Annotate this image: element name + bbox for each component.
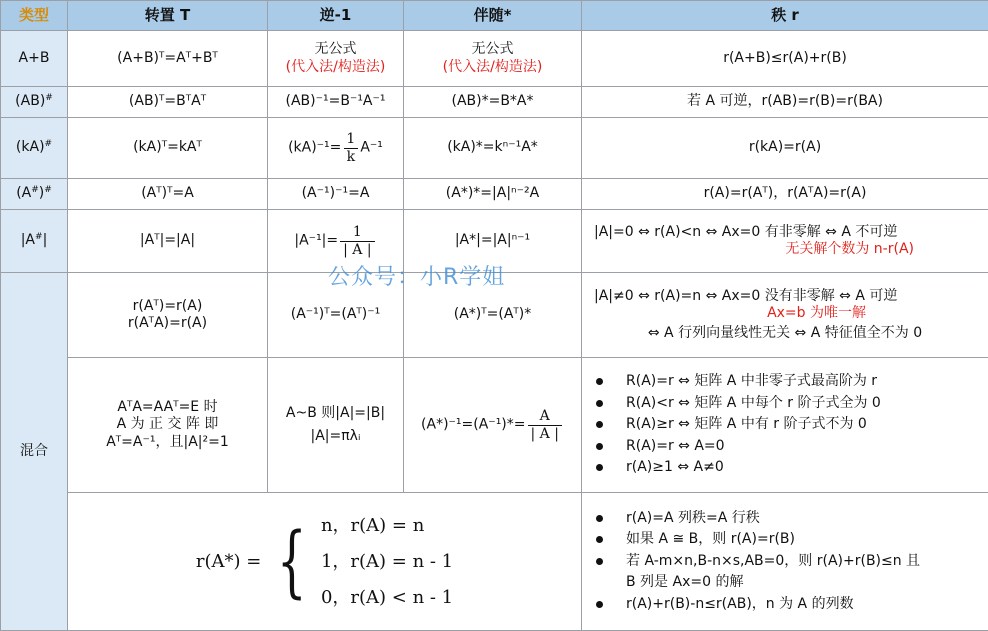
hash-superscript: # (45, 93, 53, 104)
double-adjoint: (A*)*=|A|ⁿ⁻²A (404, 179, 582, 210)
det-rank-line2: 无关解个数为 n-r(A) (785, 241, 914, 257)
mixed2-transpose-line3: Aᵀ=A⁻¹，且|A|²=1 (106, 433, 229, 450)
piecewise-lhs: r(A*) = (195, 550, 262, 572)
det-transpose: |Aᵀ|=|A| (68, 210, 268, 273)
list-item: r(A)≥1 ⇔ A≠0 (586, 457, 984, 479)
mixed2-transpose (68, 358, 268, 493)
det-inverse-denominator: | A | (340, 241, 374, 258)
double-inverse: (A⁻¹)⁻¹=A (268, 179, 404, 210)
scalar-inverse-prefix: (kA)⁻¹= (288, 140, 342, 156)
mixed1-transpose (68, 273, 268, 358)
mixed2-adjoint-numerator: A (539, 408, 550, 425)
mixed3-rank (582, 493, 988, 631)
left-brace-icon: { (277, 516, 308, 607)
det-inverse-fraction (340, 224, 374, 257)
adjoint-rank-piecewise (196, 508, 453, 616)
label-double: (A#)# (1, 179, 68, 210)
mixed2-adjoint-fraction (528, 408, 562, 441)
mixed2-adjoint-denominator: | A | (528, 425, 562, 442)
list-item: r(A)=A 列秩=A 行秩 (586, 508, 984, 530)
list-item: R(A)≥r ⇔ 矩阵 A 中有 r 阶子式不为 0 (586, 414, 984, 436)
sum-adjoint (404, 31, 582, 87)
piecewise-cases (321, 508, 453, 616)
list-item: R(A)=r ⇔ 矩阵 A 中非零子式最高阶为 r (586, 371, 984, 393)
scalar-inverse-suffix: A⁻¹ (360, 140, 383, 156)
piecewise-case: 1，r(A) = n - 1 (320, 550, 454, 572)
mixed2-rank (582, 358, 988, 493)
sum-inverse-line1: 无公式 (314, 41, 357, 58)
mixed2-adjoint (404, 358, 582, 493)
piecewise-case: 0，r(A) < n - 1 (320, 586, 454, 608)
mixed1-rank-line1: |A|≠0 ⇔ r(A)=n ⇔ Ax=0 没有非零解 ⇔ A 可逆 (594, 287, 898, 304)
row-double (1, 179, 988, 210)
sum-rank: r(A+B)≤r(A)+r(B) (582, 31, 988, 87)
det-inverse-numerator: 1 (352, 224, 362, 241)
hash-superscript: # (44, 185, 52, 196)
mixed2-rank-list (586, 371, 984, 479)
det-rank (582, 210, 988, 273)
header-type: 类型 (1, 1, 68, 31)
label-det: |A#| (1, 210, 68, 273)
scalar-inverse-denominator: k (344, 148, 358, 165)
double-rank: r(A)=r(Aᵀ)，r(AᵀA)=r(A) (582, 179, 988, 210)
list-item: 如果 A ≅ B，则 r(A)=r(B) (586, 529, 984, 551)
mixed1-transpose-line2: r(AᵀA)=r(A) (127, 315, 208, 331)
product-adjoint: (AB)*=B*A* (404, 87, 582, 118)
sum-adjoint-line1: 无公式 (471, 41, 514, 58)
header-transpose: 转置 T (68, 1, 268, 31)
hash-superscript: # (31, 185, 39, 196)
scalar-rank: r(kA)=r(A) (582, 118, 988, 179)
row-sum (1, 31, 988, 87)
mixed3-formula-cell (68, 493, 582, 631)
mixed3-rank-list (586, 508, 984, 616)
mixed1-inverse: (A⁻¹)ᵀ=(Aᵀ)⁻¹ (268, 273, 404, 358)
list-item: R(A)=r ⇔ A=0 (586, 436, 984, 458)
row-product (1, 87, 988, 118)
scalar-inverse (268, 118, 404, 179)
label-product: (AB)# (1, 87, 68, 118)
mixed2-transpose-line1: AᵀA=AAᵀ=E 时 (117, 399, 218, 416)
piecewise-case: n，r(A) = n (320, 514, 425, 536)
row-scalar (1, 118, 988, 179)
mixed2-inverse-line1: A~B 则|A|=|B| (285, 404, 386, 421)
det-adjoint: |A*|=|A|ⁿ⁻¹ (404, 210, 582, 273)
product-inverse: (AB)⁻¹=B⁻¹A⁻¹ (268, 87, 404, 118)
list-item: B 列是 Ax=0 的解 (626, 574, 744, 591)
header-rank: 秩 r (582, 1, 988, 31)
label-mixed: 混合 (1, 273, 68, 631)
mixed1-transpose-line1: r(Aᵀ)=r(A) (132, 297, 203, 314)
sum-transpose: (A+B)ᵀ=Aᵀ+Bᵀ (68, 31, 268, 87)
mixed2-inverse (268, 358, 404, 493)
header-adjoint: 伴随* (404, 1, 582, 31)
scalar-inverse-numerator: 1 (346, 131, 356, 148)
row-mixed-3 (1, 493, 988, 631)
product-rank: 若 A 可逆，r(AB)=r(B)=r(BA) (582, 87, 988, 118)
mixed1-rank (582, 273, 988, 358)
mixed2-inverse-line2: |A|=πλᵢ (310, 428, 361, 444)
double-transpose: (Aᵀ)ᵀ=A (68, 179, 268, 210)
mixed1-rank-line2: Ax=b 为唯一解 (767, 304, 866, 321)
hash-superscript: # (35, 232, 43, 243)
list-item: r(A)+r(B)-n≤r(AB)，n 为 A 的列数 (586, 594, 984, 616)
label-sum: A+B (1, 31, 68, 87)
watermark: 公众号：小R学姐 (328, 265, 506, 290)
det-rank-line1: |A|=0 ⇔ r(A)<n ⇔ Ax=0 有非零解 ⇔ A 不可逆 (594, 223, 898, 240)
scalar-adjoint: (kA)*=kⁿ⁻¹A* (404, 118, 582, 179)
sum-adjoint-line2: (代入法/构造法) (442, 58, 543, 75)
header-inverse: 逆-1 (268, 1, 404, 31)
mixed1-rank-line3: ⇔ A 行列向量线性无关 ⇔ A 特征值全不为 0 (647, 325, 923, 342)
sum-inverse-line2: (代入法/构造法) (285, 58, 386, 75)
det-inverse-prefix: |A⁻¹|= (294, 233, 339, 249)
row-mixed-2 (1, 358, 988, 493)
scalar-transpose: (kA)ᵀ=kAᵀ (68, 118, 268, 179)
product-transpose: (AB)ᵀ=BᵀAᵀ (68, 87, 268, 118)
mixed2-transpose-line2: A 为 正 交 阵 即 (116, 416, 219, 433)
mixed1-adjoint: (A*)ᵀ=(Aᵀ)* (404, 273, 582, 358)
label-scalar: (kA)# (1, 118, 68, 179)
header-row (1, 1, 988, 31)
mixed2-adjoint-prefix: (A*)⁻¹=(A⁻¹)*= (421, 417, 526, 433)
list-item: R(A)<r ⇔ 矩阵 A 中每个 r 阶子式全为 0 (586, 393, 984, 415)
list-item: 若 A-m×n,B-n×s,AB=0，则 r(A)+r(B)≤n 且 (586, 551, 984, 573)
hash-superscript: # (44, 139, 53, 150)
scalar-inverse-fraction (343, 131, 358, 164)
sum-inverse (268, 31, 404, 87)
